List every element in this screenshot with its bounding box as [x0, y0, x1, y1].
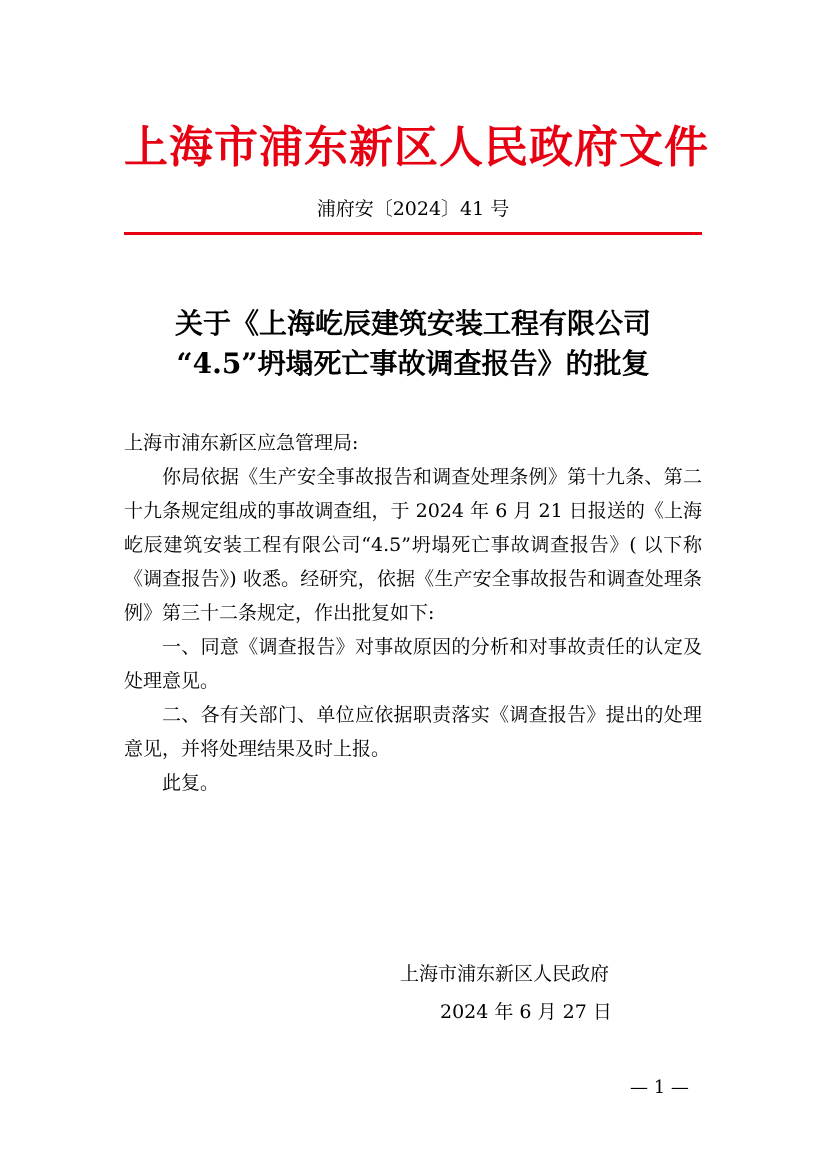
document-body — [124, 426, 702, 800]
body-paragraph-3: 二、各有关部门、单位应依据职责落实《调查报告》提出的处理意见，并将处理结果及时上报。 — [124, 704, 702, 760]
signature-date: 2024 年 6 月 27 日 — [440, 1001, 612, 1023]
body-paragraph-1: 你局依据《生产安全事故报告和调查处理条例》第十九条、第二十九条规定组成的事故调查组，于 2024 年 6 月 21 日报送的《上海屹辰建筑安装工程有限公司“4.5”坍塌死亡事故调查报告》( 以下称《调查报告》) 收悉。经研究，依据《生产安全事故报告和调查处理条例》第三十二条规定，作出批复如下: — [124, 466, 702, 624]
document-masthead: 上海市浦东新区人民政府文件 — [124, 122, 709, 173]
page-number: — 1 — — [630, 1077, 689, 1098]
addressee: 上海市浦东新区应急管理局: — [124, 432, 359, 454]
body-paragraph-2: 一、同意《调查报告》对事故原因的分析和对事故责任的认定及处理意见。 — [124, 636, 702, 692]
title-line-2: “4.5”坍塌死亡事故调查报告》的批复 — [176, 347, 650, 380]
document-title — [124, 304, 702, 384]
red-divider-line — [124, 232, 702, 235]
body-paragraph-closing: 此复。 — [162, 772, 220, 794]
signature-organization: 上海市浦东新区人民政府 — [400, 963, 610, 985]
document-number: 浦府安〔2024〕41 号 — [316, 198, 510, 220]
signature-block — [370, 955, 670, 1031]
title-line-1: 关于《上海屹辰建筑安装工程有限公司 — [174, 307, 651, 340]
